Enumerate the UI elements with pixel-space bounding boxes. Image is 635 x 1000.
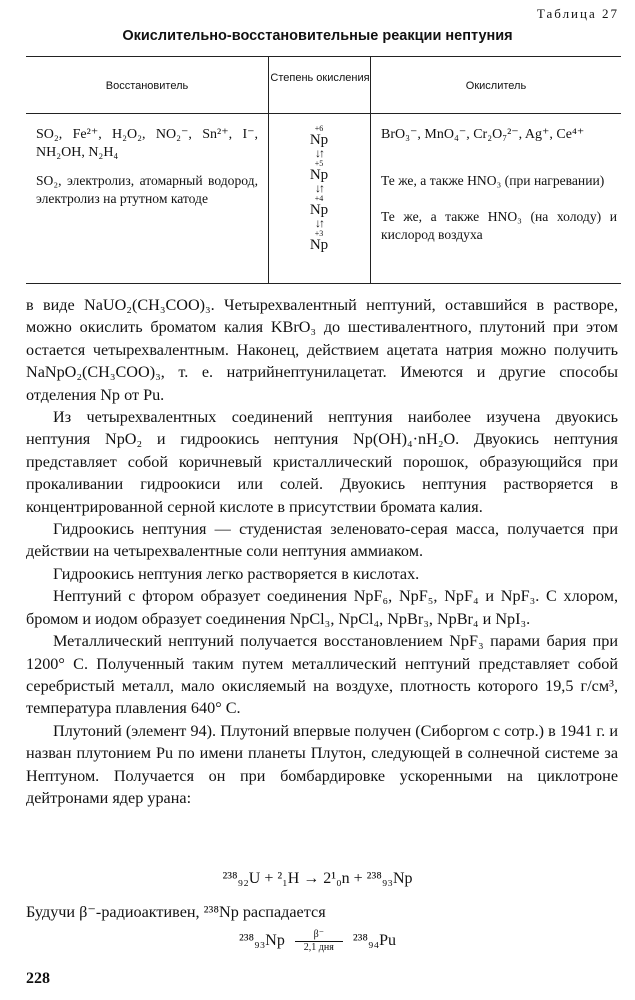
decay-equation <box>0 930 635 953</box>
redox-arrows: ↓↑ <box>315 216 323 230</box>
table-top-rule <box>26 56 621 57</box>
element-symbol: Np <box>309 202 329 218</box>
element-symbol: Np <box>309 167 329 183</box>
paragraph: Из четырехвалентных соединений нептуния наиболее изучена двуокись нептуния NpO₂ и гидроокись нептуния Np(OH)₄·nH₂O. Двуокись нептуния представляет собой коричневый кристаллический порошок, образующийся при прокаливании гидроокиси или солей. Двуокись нептуния растворяется в концентрированной серной кислоте в присутствии бромата калия. <box>26 408 618 516</box>
paragraph: Нептуний с фтором образует соединения NpF₆, NpF₅, NpF₄ и NpF₃. С хлором, бромом и иодом образует соединения NpCl₃, NpCl₄, NpBr₃, NpBr₄ и NpI₃. <box>26 587 618 628</box>
table-title: Окислительно-восстановительные реакции нептуния <box>122 28 513 44</box>
header-oxidation-state: Степень окисления <box>270 72 370 84</box>
body-text <box>26 294 618 809</box>
page-number: 228 <box>26 970 50 987</box>
paragraph: Гидроокись нептуния — студенистая зеленовато-серая масса, получается при действии на четырехвалентные соли нептуния аммиаком. <box>26 520 618 561</box>
oxidation-state-label: +5 <box>314 159 324 168</box>
element-symbol: Np <box>309 132 329 148</box>
redox-arrows: ↓↑ <box>315 181 323 195</box>
paragraph: в виде NaUO₂(CH₃COO)₃. Четырехвалентный нептуний, оставшийся в растворе, можно окислить броматом калия KBrO₃ до шестивалентного, плутоний при этом остается четырехвалентным. Наконец, действием ацетата натрия можно получить NaNpO₂(CH₃COO)₃, т. е. натрийнептунилацетат. Имеются и другие способы отделения Np от Pu. <box>26 296 618 404</box>
table-column-divider <box>370 56 371 283</box>
table-header-rule <box>26 113 621 114</box>
oxidation-state-label: +4 <box>314 194 324 203</box>
oxidation-state-ladder <box>268 124 370 252</box>
header-reducer: Восстановитель <box>105 80 189 92</box>
paragraph: Гидроокись нептуния легко растворяется в кислотах. <box>53 564 420 583</box>
reducer-row-2: SO₂, электролиз, атомарный водород, электролиз на ртутном катоде <box>36 173 258 206</box>
reducer-row-1: SO₂, Fe²⁺, H₂O₂, NO₂⁻, Sn²⁺, I⁻, NH₂OH, N₂H₄ <box>36 127 258 160</box>
oxidation-state-label: +6 <box>314 124 324 133</box>
oxidation-state-label: +3 <box>314 229 324 238</box>
nuclear-equation: ²³⁸₉₂U + ²₁H → 2¹₀n + ²³⁸₉₃Np <box>222 870 413 887</box>
header-oxidizer: Окислитель <box>465 80 527 92</box>
oxidizer-row-3: Те же, а также HNO₃ (на холоду) и кислород воздуха <box>381 209 617 242</box>
table-bottom-rule <box>26 283 621 284</box>
beta-decay-sentence: Будучи β⁻-радиоактивен, ²³⁸Np распадается <box>26 903 326 921</box>
oxidizer-row-2: Те же, а также HNO₃ (при нагревании) <box>381 173 605 188</box>
redox-arrows: ↓↑ <box>315 146 323 160</box>
paragraph: Плутоний (элемент 94). Плутоний впервые получен (Сиборгом с сотр.) в 1941 г. и назван плутонием Pu по имени планеты Плутон, следующей в солнечной системе за Нептуном. Получается он при бомбардировке ускоренными на циклотроне дейтронами ядер урана: <box>26 721 618 807</box>
decay-arrow <box>295 930 343 953</box>
half-life: 2,1 дня <box>303 942 334 953</box>
paragraph: Металлический нептуний получается восстановлением NpF₃ парами бария при 1200° С. Полученный таким путем металлический нептуний представляет собой серебристый металл, мало окисляемый на воздухе, плотность которого 19,5 г/см³, температура плавления 640° С. <box>26 632 618 718</box>
decay-product: ²³⁸₉₄Pu <box>352 932 397 950</box>
oxidizer-row-1: BrO₃⁻, MnO₄⁻, Cr₂O₇²⁻, Ag⁺, Ce⁴⁺ <box>381 127 585 142</box>
element-symbol: Np <box>309 237 329 253</box>
decay-reactant: ²³⁸₉₃Np <box>238 932 285 950</box>
table-number-label: Таблица 27 <box>536 6 619 21</box>
decay-type: β⁻ <box>313 929 325 940</box>
